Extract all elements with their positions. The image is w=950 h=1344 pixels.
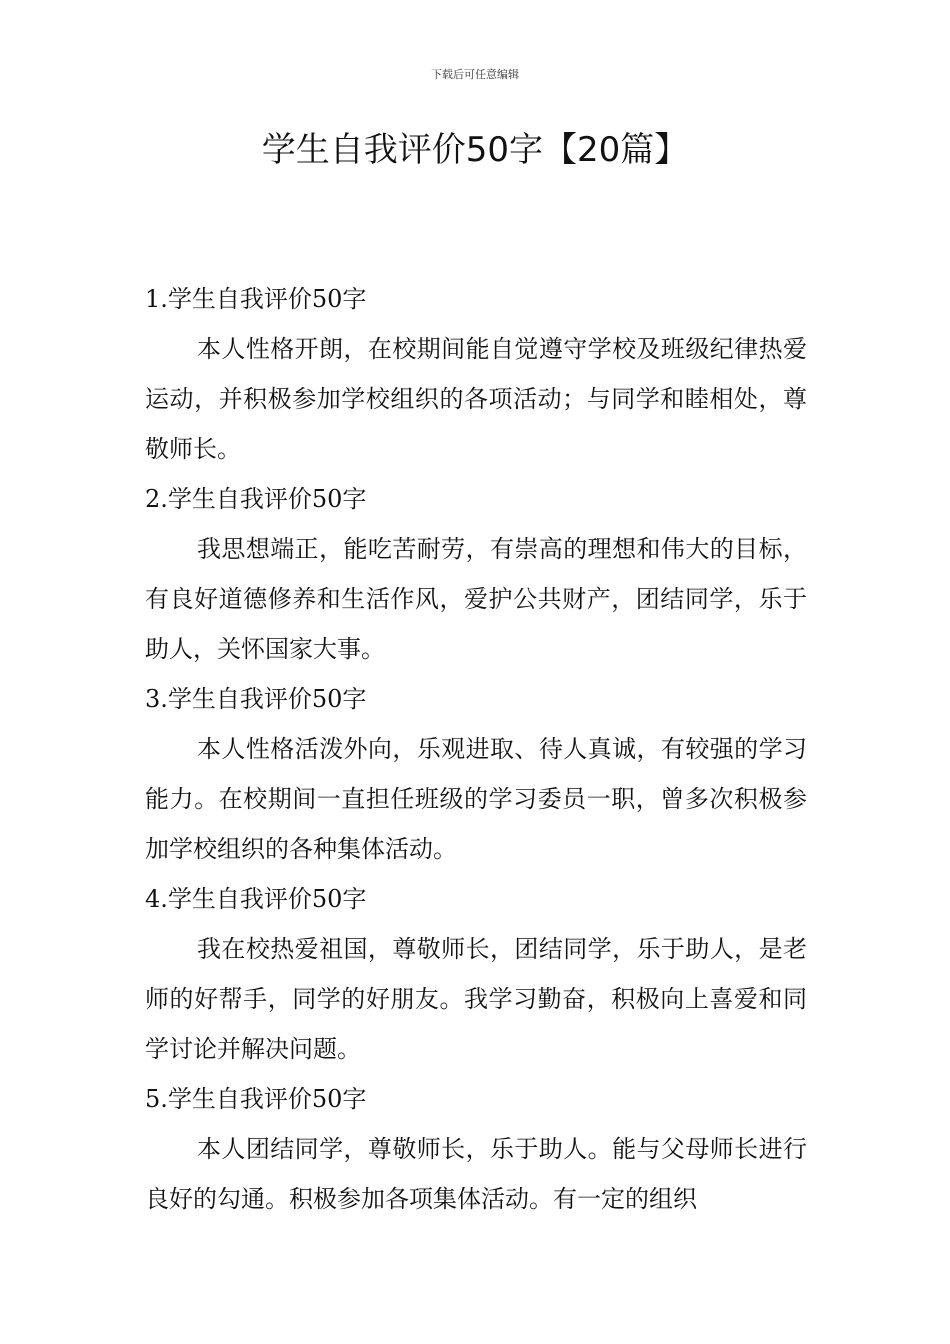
section-heading-4: 4.学生自我评价50字: [145, 885, 367, 913]
section-heading-5: 5.学生自我评价50字: [145, 1085, 367, 1113]
section-heading-2: 2.学生自我评价50字: [145, 485, 367, 513]
section-body-5: 本人团结同学，尊敬师长，乐于助人。能与父母师长进行良好的勾通。积极参加各项集体活动。有一定的组织: [145, 1135, 807, 1213]
section-heading-1: 1.学生自我评价50字: [145, 285, 367, 313]
section-body-4: 我在校热爱祖国，尊敬师长，团结同学，乐于助人，是老师的好帮手，同学的好朋友。我学习勤奋，积极向上喜爱和同学讨论并解决问题。: [145, 935, 807, 1063]
section-body-1: 本人性格开朗，在校期间能自觉遵守学校及班级纪律热爱运动，并积极参加学校组织的各项活动；与同学和睦相处，尊敬师长。: [145, 335, 807, 463]
document-content: [145, 274, 807, 1224]
section-body-2: 我思想端正，能吃苦耐劳，有崇高的理想和伟大的目标，有良好道德修养和生活作风，爱护公共财产，团结同学，乐于助人，关怀国家大事。: [145, 535, 807, 663]
header-note: 下载后可任意编辑: [431, 68, 519, 81]
document-title: 学生自我评价50字【20篇】: [261, 130, 689, 170]
section-body-3: 本人性格活泼外向，乐观进取、待人真诚，有较强的学习能力。在校期间一直担任班级的学习委员一职，曾多次积极参加学校组织的各种集体活动。: [145, 735, 807, 863]
section-heading-3: 3.学生自我评价50字: [145, 685, 367, 713]
